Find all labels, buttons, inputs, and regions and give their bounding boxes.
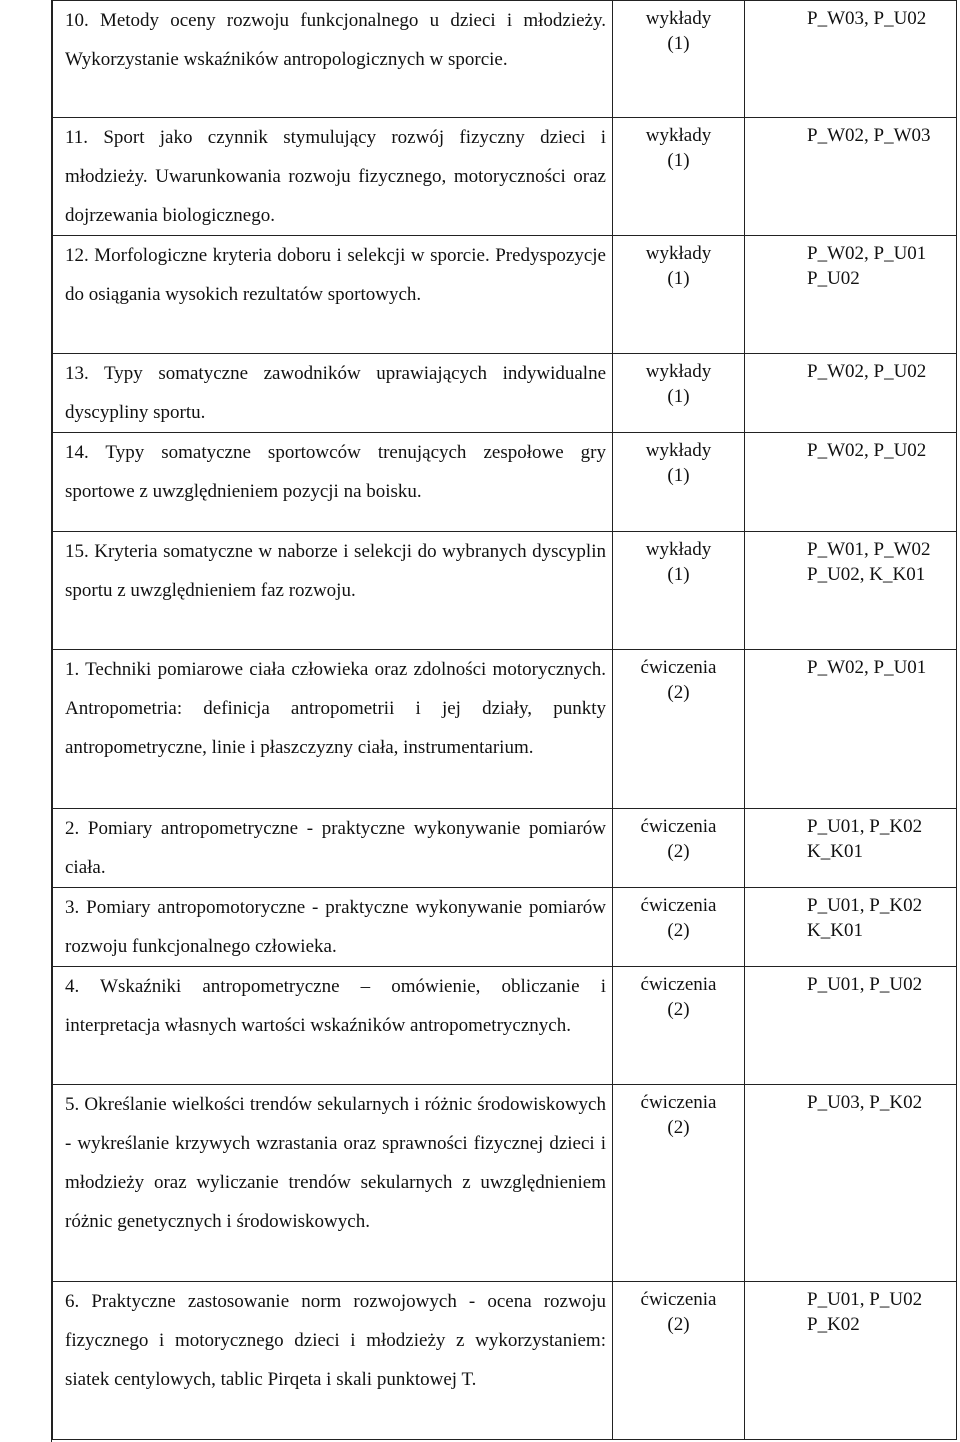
form-type: wykłady bbox=[645, 539, 712, 560]
table-row bbox=[53, 532, 957, 650]
effect-line: P_W02, P_U01 bbox=[807, 243, 927, 264]
form-cell bbox=[613, 532, 745, 650]
effect-line: P_U03, P_K02 bbox=[807, 1092, 923, 1113]
form-cell bbox=[613, 354, 745, 433]
form-type: wykłady bbox=[645, 361, 712, 382]
topic-text: 10. Metody oceny rozwoju funkcjonalnego u dzieci i młodzieży. Wykorzystanie wskaźników antropologicznych w sporcie. bbox=[65, 10, 606, 70]
form-hours: (1) bbox=[667, 268, 690, 289]
table-row bbox=[53, 1, 957, 118]
topic-text: 15. Kryteria somatyczne w naborze i selekcji do wybranych dyscyplin sportu z uwzględnieniem faz rozwoju. bbox=[65, 541, 606, 601]
effects-cell bbox=[745, 967, 957, 1085]
topic-cell bbox=[53, 888, 613, 967]
form-cell bbox=[613, 650, 745, 809]
form-hours: (1) bbox=[667, 33, 690, 54]
form-hours: (2) bbox=[667, 841, 690, 862]
form-type: wykłady bbox=[645, 125, 712, 146]
table-row bbox=[53, 809, 957, 888]
topic-text: 5. Określanie wielkości trendów sekularnych i różnic środowiskowych - wykreślanie krzywych wzrastania oraz sprawności fizycznej dzieci i młodzieży oraz wyliczanie trendów sekularnych z uwzględnieniem różnic genetycznych i środowiskowych. bbox=[65, 1094, 606, 1232]
effect-line: P_K02 bbox=[807, 1314, 860, 1335]
topic-cell bbox=[53, 236, 613, 354]
form-cell bbox=[613, 433, 745, 532]
topic-text: 12. Morfologiczne kryteria doboru i selekcji w sporcie. Predyspozycje do osiągania wysokich rezultatów sportowych. bbox=[65, 245, 606, 305]
form-type: ćwiczenia bbox=[640, 1289, 717, 1310]
form-type: ćwiczenia bbox=[640, 657, 717, 678]
form-hours: (1) bbox=[667, 564, 690, 585]
form-hours: (1) bbox=[667, 465, 690, 486]
form-type: ćwiczenia bbox=[640, 816, 717, 837]
effects-cell bbox=[745, 236, 957, 354]
table-row bbox=[53, 236, 957, 354]
form-type: ćwiczenia bbox=[640, 974, 717, 995]
effect-line: P_U01, P_K02 bbox=[807, 895, 923, 916]
left-margin-rule bbox=[0, 0, 52, 1442]
form-cell bbox=[613, 888, 745, 967]
form-cell bbox=[613, 809, 745, 888]
topic-cell bbox=[53, 354, 613, 433]
table-row bbox=[53, 118, 957, 236]
topic-text: 3. Pomiary antropomotoryczne - praktyczne wykonywanie pomiarów rozwoju funkcjonalnego człowieka. bbox=[65, 897, 606, 957]
effects-cell bbox=[745, 1085, 957, 1282]
form-cell bbox=[613, 1, 745, 118]
table-row bbox=[53, 888, 957, 967]
topic-text: 11. Sport jako czynnik stymulujący rozwój fizyczny dzieci i młodzieży. Uwarunkowania rozwoju fizycznego, motoryczności oraz dojrzewania biologicznego. bbox=[65, 127, 606, 226]
effects-cell bbox=[745, 532, 957, 650]
form-cell bbox=[613, 967, 745, 1085]
form-type: wykłady bbox=[645, 440, 712, 461]
topic-cell bbox=[53, 809, 613, 888]
effect-line: P_W02, P_U02 bbox=[807, 440, 927, 461]
form-type: wykłady bbox=[645, 8, 712, 29]
effect-line: P_W02, P_U02 bbox=[807, 361, 927, 382]
form-hours: (2) bbox=[667, 999, 690, 1020]
topic-text: 14. Typy somatyczne sportowców trenujących zespołowe gry sportowe z uwzględnieniem pozycji na boisku. bbox=[65, 442, 606, 502]
topic-cell bbox=[53, 118, 613, 236]
form-hours: (2) bbox=[667, 682, 690, 703]
form-cell bbox=[613, 1282, 745, 1440]
topic-cell bbox=[53, 433, 613, 532]
effects-cell bbox=[745, 809, 957, 888]
topic-cell bbox=[53, 1, 613, 118]
effect-line: P_U01, P_U02 bbox=[807, 1289, 923, 1310]
form-hours: (2) bbox=[667, 1314, 690, 1335]
effect-line: P_W03, P_U02 bbox=[807, 8, 927, 29]
effects-cell bbox=[745, 1282, 957, 1440]
effect-line: P_W02, P_W03 bbox=[807, 125, 931, 146]
form-type: wykłady bbox=[645, 243, 712, 264]
effects-cell bbox=[745, 888, 957, 967]
effects-cell bbox=[745, 433, 957, 532]
topic-text: 4. Wskaźniki antropometryczne – omówienie, obliczanie i interpretacja własnych wartości wskaźników antropometrycznych. bbox=[65, 976, 606, 1036]
topic-text: 2. Pomiary antropometryczne - praktyczne wykonywanie pomiarów ciała. bbox=[65, 818, 606, 878]
effect-line: K_K01 bbox=[807, 920, 863, 941]
form-hours: (2) bbox=[667, 1117, 690, 1138]
topic-text: 13. Typy somatyczne zawodników uprawiających indywidualne dyscypliny sportu. bbox=[65, 363, 606, 423]
effect-line: P_U02, K_K01 bbox=[807, 564, 926, 585]
table-row bbox=[53, 433, 957, 532]
effect-line: P_U01, P_U02 bbox=[807, 974, 923, 995]
effects-cell bbox=[745, 354, 957, 433]
effects-cell bbox=[745, 650, 957, 809]
effect-line: P_W01, P_W02 bbox=[807, 539, 931, 560]
topic-cell bbox=[53, 532, 613, 650]
form-hours: (2) bbox=[667, 920, 690, 941]
table-row bbox=[53, 650, 957, 809]
effect-line: K_K01 bbox=[807, 841, 863, 862]
syllabus-table bbox=[52, 0, 957, 1440]
topic-text: 6. Praktyczne zastosowanie norm rozwojowych - ocena rozwoju fizycznego i motorycznego dzieci i młodzieży z wykorzystaniem: siatek centylowych, tablic Pirqeta i skali punktowej T. bbox=[65, 1291, 606, 1390]
effect-line: P_W02, P_U01 bbox=[807, 657, 927, 678]
form-type: ćwiczenia bbox=[640, 895, 717, 916]
effect-line: P_U02 bbox=[807, 268, 860, 289]
table-row bbox=[53, 967, 957, 1085]
form-hours: (1) bbox=[667, 386, 690, 407]
form-cell bbox=[613, 236, 745, 354]
effects-cell bbox=[745, 1, 957, 118]
form-cell bbox=[613, 1085, 745, 1282]
table-row bbox=[53, 354, 957, 433]
topic-text: 1. Techniki pomiarowe ciała człowieka oraz zdolności motorycznych. Antropometria: definicja antropometrii i jej działy, punkty antropometryczne, linie i płaszczyzny ciała, instrumentarium. bbox=[65, 659, 606, 758]
topic-cell bbox=[53, 1085, 613, 1282]
form-hours: (1) bbox=[667, 150, 690, 171]
syllabus-table-body bbox=[53, 1, 957, 1440]
effect-line: P_U01, P_K02 bbox=[807, 816, 923, 837]
effects-cell bbox=[745, 118, 957, 236]
table-row bbox=[53, 1085, 957, 1282]
topic-cell bbox=[53, 1282, 613, 1440]
form-cell bbox=[613, 118, 745, 236]
table-row bbox=[53, 1282, 957, 1440]
topic-cell bbox=[53, 650, 613, 809]
topic-cell bbox=[53, 967, 613, 1085]
form-type: ćwiczenia bbox=[640, 1092, 717, 1113]
